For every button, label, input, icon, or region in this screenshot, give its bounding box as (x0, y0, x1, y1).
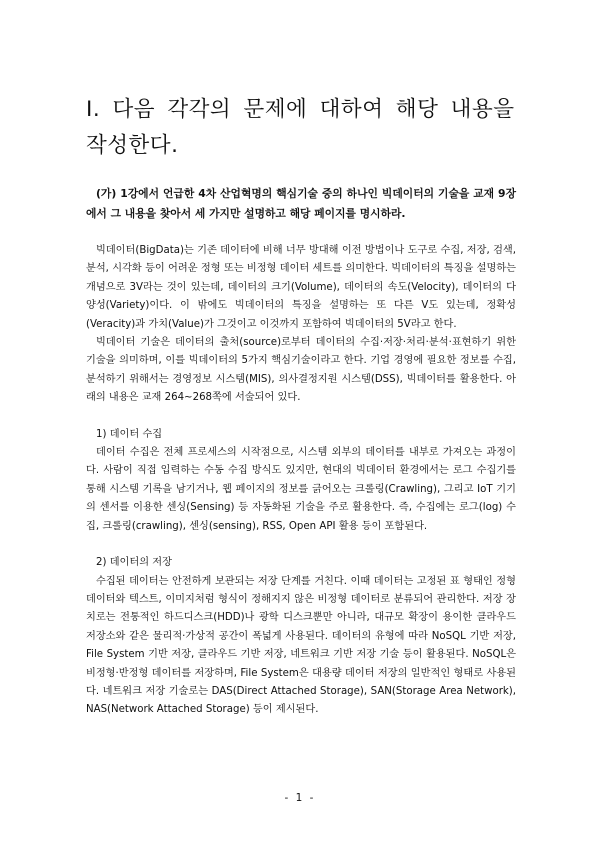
section-heading: I. 다음 각각의 문제에 대하여 해당 내용을 작성한다. (86, 97, 515, 158)
question-text: (가) 1강에서 언급한 4차 산업혁명의 핵심기술 중의 하나인 빅데이터의 기술을 교재 9장에서 그 내용을 찾아서 세 가지만 설명하고 해당 페이지를 명시하라. (86, 187, 516, 220)
section1-title: 1) 데이터 수집 (96, 428, 163, 440)
intro-paragraph-2: 빅데이터 기술은 데이터의 출처(source)로부터 데이터의 수집·저장·처리·분석·표현하기 위한 기술을 의미하며, 이를 빅데이터의 5가지 핵심기술이라고 한다. 기업 경영에 필요한 정보를 수집, 분석하기 위해서는 경영정보 시스템(MIS), 의사결정지원 시스템(DSS), 빅데이터를 활용한다. 아래의 내용은 교재 264~268쪽에 서술되어 있다. (86, 337, 516, 404)
spacer (86, 536, 516, 554)
spacer (86, 408, 516, 426)
page-number: - 1 - (284, 792, 316, 804)
section1-body: 데이터 수집은 전체 프로세스의 시작점으로, 시스템 외부의 데이터를 내부로 가져오는 과정이다. 사람이 직접 입력하는 수동 수집 방식도 있지만, 현대의 빅데이터 환경에서는 로그 수집기를 통해 시스템 기록을 남기거나, 웹 페이지의 정보를 긁어오는 크롤링(Crawling), 그리고 IoT 기기의 센서를 이용한 센싱(Sensing) 등 자동화된 기술을 주로 활용한다. 즉, 수집에는 로그(log) 수집, 크롤링(crawling), 센싱(sensing), RSS, Open API 활용 등이 포함된다. (86, 447, 516, 532)
intro-paragraph-1: 빅데이터(BigData)는 기존 데이터에 비해 너무 방대해 이전 방법이나 도구로 수집, 저장, 검색, 분석, 시각화 등이 어려운 정형 또는 비정형 데이터 세트를 의미한다. 빅데이터의 특징을 설명하는 개념으로 3V라는 것이 있는데, 데이터의 크기(Volume), 데이터의 속도(Velocity), 데이터의 다양성(Variety)이다. 이 밖에도 빅데이터의 특징을 설명하는 또 다른 V도 있는데, 정확성(Veracity)과 가치(Value)가 그것이고 이것까지 포함하여 빅데이터의 5V라고 한다. (86, 245, 516, 330)
document-page (86, 92, 516, 720)
section2-title: 2) 데이터의 저장 (96, 557, 172, 569)
section2-body: 수집된 데이터는 안전하게 보관되는 저장 단계를 거친다. 이때 데이터는 고정된 표 형태인 정형 데이터와 텍스트, 이미지처럼 형식이 정해지지 않은 비정형 데이터로 분류되어 관리한다. 저장 장치로는 전통적인 하드디스크(HDD)나 광학 디스크뿐만 아니라, 대규모 확장이 용이한 클라우드 저장소와 같은 물리적·가상적 공간이 폭넓게 사용된다. 데이터의 유형에 따라 NoSQL 기반 저장, File System 기반 저장, 클라우드 기반 저장, 네트워크 기반 저장 기술 등이 활용된다. NoSQL은 비정형·반정형 데이터를 저장하며, File System은 대용량 데이터 저장의 일반적인 형태로 사용된다. 네트워크 저장 기술로는 DAS(Direct Attached Storage), SAN(Storage Area Network), NAS(Network Attached Storage) 등이 제시된다. (86, 575, 516, 716)
